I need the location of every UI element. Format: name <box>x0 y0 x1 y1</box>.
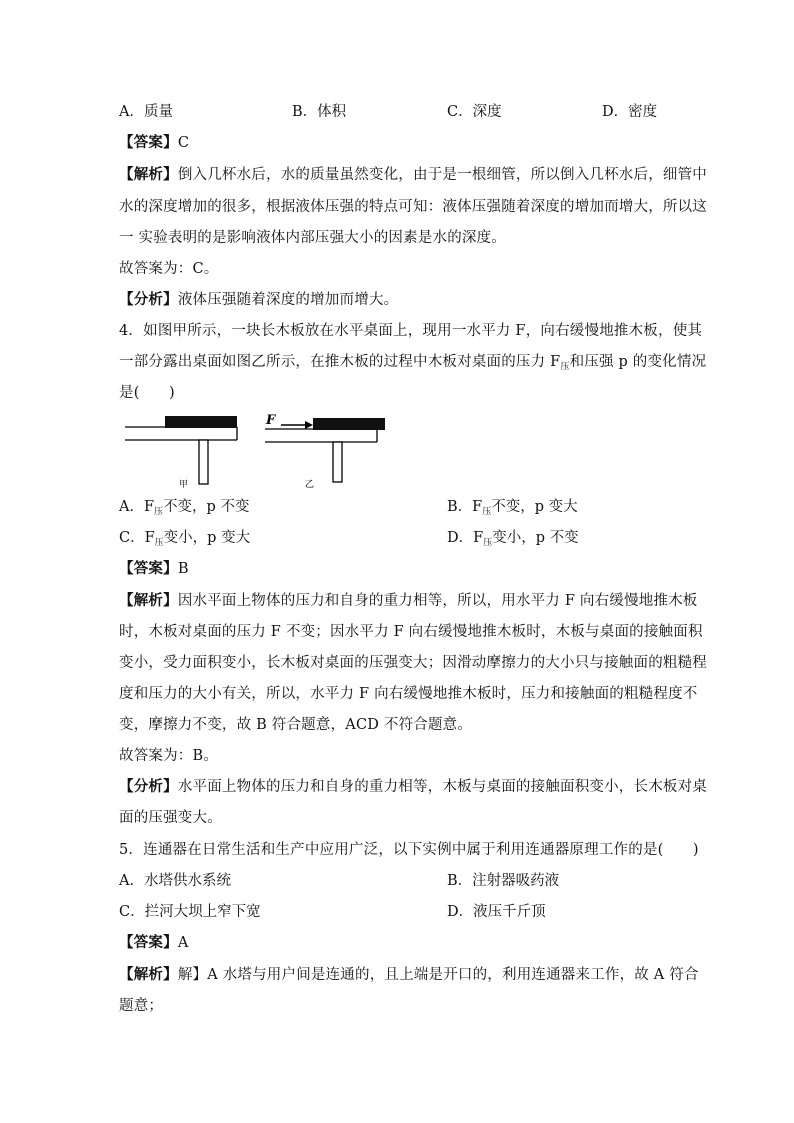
q4-stem-subscript: 压 <box>560 362 570 372</box>
force-arrowhead <box>305 421 313 429</box>
option-subscript: 压 <box>154 538 164 548</box>
option-text: 变小，p 不变 <box>492 530 579 546</box>
board-yi <box>313 418 385 430</box>
answer-value: A <box>177 935 189 951</box>
q4-option-a <box>119 497 249 522</box>
q3-conclusion: 故答案为：C。 <box>119 261 219 277</box>
figure-jia <box>125 416 237 488</box>
q5-answer <box>119 933 188 953</box>
answer-value: B <box>177 561 189 577</box>
q5-option-c: C．拦河大坝上窄下宽 <box>119 904 261 920</box>
q4-analysis-line-3: 变小，受力面积变小，长木板对桌面的压强变大；因滑动摩擦力的大小只与接触面的粗糙程 <box>119 655 707 671</box>
answer-value: C <box>177 135 190 151</box>
q3-option-d: D．密度 <box>602 104 658 120</box>
q5-option-b: B．注射器吸药液 <box>447 873 560 889</box>
q3-option-c: C．深度 <box>447 104 502 120</box>
q4-option-b <box>447 497 578 522</box>
q4-remark-line-2: 面的压强变大。 <box>119 810 222 826</box>
answer-tag: 【答案】 <box>119 134 178 151</box>
q4-stem-line-3: 是( ) <box>119 385 175 401</box>
figure-yi <box>265 413 385 488</box>
q3-remark <box>119 290 398 310</box>
option-subscript: 压 <box>483 538 493 548</box>
q4-stem-line-1: 4．如图甲所示，一块长木板放在水平桌面上，现用一水平力 F，向右缓慢地推木板，使其 <box>119 323 703 339</box>
q3-option-b: B．体积 <box>292 104 347 120</box>
figure-label-jia: 甲 <box>179 480 189 488</box>
q5-stem: 5．连通器在日常生活和生产中应用广泛，以下实例中属于利用连通器原理工作的是( ) <box>119 842 699 858</box>
force-label: F <box>266 413 276 428</box>
option-text: 变小，p 变大 <box>163 530 251 546</box>
answer-tag: 【答案】 <box>119 934 178 951</box>
analysis-text: 因水平面上物体的压力和自身的重力相等，所以，用水平力 F 向右缓慢地推木板 <box>177 593 698 609</box>
q3-answer <box>119 133 189 153</box>
option-text: 不变，p 不变 <box>163 499 250 515</box>
option-text: 不变，p 变大 <box>491 499 578 515</box>
q4-stem-text-b: 和压强 p 的变化情况 <box>569 354 707 370</box>
q4-figure <box>119 412 389 488</box>
q4-remark-line-1 <box>119 777 707 797</box>
q4-answer <box>119 559 189 579</box>
remark-tag: 【分析】 <box>119 291 178 308</box>
q5-option-a: A．水塔供水系统 <box>119 873 231 889</box>
remark-text: 水平面上物体的压力和自身的重力相等，木板与桌面的接触面积变小，长木板对桌 <box>177 779 708 795</box>
answer-tag: 【答案】 <box>119 560 178 577</box>
option-subscript: 压 <box>482 507 492 517</box>
option-prefix: C．F <box>119 530 155 546</box>
board-jia <box>165 416 237 428</box>
q4-option-c <box>119 528 250 553</box>
q3-analysis-line-2: 水的深度增加的很多，根据液体压强的特点可知：液体压强随着深度的增加而增大，所以这 <box>119 199 707 215</box>
q4-analysis-line-1 <box>119 591 698 611</box>
remark-text: 液体压强随着深度的增加而增大。 <box>177 292 399 308</box>
option-prefix: D．F <box>447 530 484 546</box>
q4-analysis-line-4: 度和压力的大小有关，所以，水平力 F 向右缓慢地推木板时，压力和接触面的粗糙程度不 <box>119 686 698 702</box>
table-leg-yi <box>333 442 342 482</box>
q4-option-d <box>447 528 579 553</box>
analysis-text: 倒入几杯水后，水的质量虽然变化，由于是一根细管，所以倒入几杯水后，细管中 <box>177 167 708 183</box>
q3-analysis-line-3: 一 实验表明的是影响液体内部压强大小的因素是水的深度。 <box>119 230 507 246</box>
q4-stem-line-2 <box>119 352 706 377</box>
analysis-tag: 【解析】 <box>119 966 178 983</box>
q5-option-d: D．液压千斤顶 <box>447 904 546 920</box>
option-prefix: A．F <box>119 499 155 515</box>
analysis-text: 解】A 水塔与用户间是连通的，且上端是开口的，利用连通器来工作，故 A 符合 <box>177 967 699 983</box>
q4-stem-text-a: 一部分露出桌面如图乙所示，在推木板的过程中木板对桌面的压力 F <box>119 354 561 370</box>
q4-analysis-line-5: 变，摩擦力不变，故 B 符合题意，ACD 不符合题意。 <box>119 717 473 733</box>
table-leg-jia <box>199 440 208 484</box>
q4-conclusion: 故答案为：B。 <box>119 748 219 764</box>
figure-label-yi: 乙 <box>305 480 315 488</box>
q5-analysis-line-1 <box>119 965 699 985</box>
option-prefix: B．F <box>447 499 483 515</box>
option-subscript: 压 <box>154 507 164 517</box>
q5-analysis-line-2: 题意； <box>119 998 164 1014</box>
q3-analysis-line-1 <box>119 165 707 185</box>
remark-tag: 【分析】 <box>119 778 178 795</box>
q3-option-a: A．质量 <box>119 104 173 120</box>
analysis-tag: 【解析】 <box>119 166 178 183</box>
q4-analysis-line-2: 时，木板对桌面的压力 F 不变；因水平力 F 向右缓慢地推木板时，木板与桌面的接触面积 <box>119 624 703 640</box>
analysis-tag: 【解析】 <box>119 592 178 609</box>
